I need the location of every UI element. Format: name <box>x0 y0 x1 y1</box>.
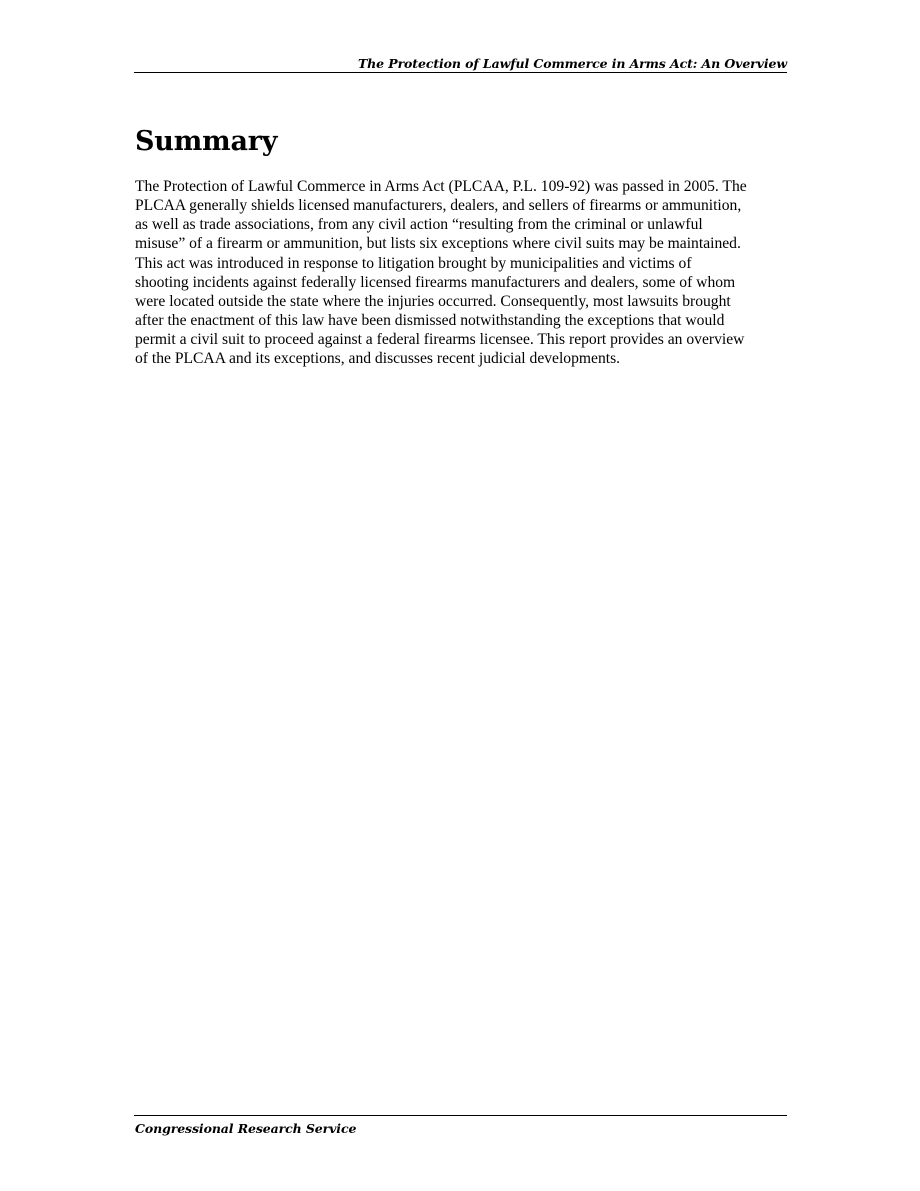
running-header-title: The Protection of Lawful Commerce in Arms Act: An Overview <box>134 55 787 73</box>
section-heading: Summary <box>135 126 278 157</box>
summary-paragraph: The Protection of Lawful Commerce in Arms Act (PLCAA, P.L. 109-92) was passed in 2005. The PLCAA generally shields licensed manufacturers, dealers, and sellers of firearms or ammunition, as well as trade associations, from any civil action “resulting from the criminal or unlawful misuse” of a firearm or ammunition, but lists six exceptions where civil suits may be maintained. This act was introduced in response to litigation brought by municipalities and victims of shooting incidents against federally licensed firearms manufacturers and dealers, some of whom were located outside the state where the injuries occurred. Consequently, most lawsuits brought after the enactment of this law have been dismissed notwithstanding the exceptions that would permit a civil suit to proceed against a federal firearms licensee. This report provides an overview of the PLCAA and its exceptions, and discusses recent judicial developments. <box>135 178 747 368</box>
footer-divider <box>134 1115 787 1116</box>
footer-source: Congressional Research Service <box>135 1121 357 1136</box>
